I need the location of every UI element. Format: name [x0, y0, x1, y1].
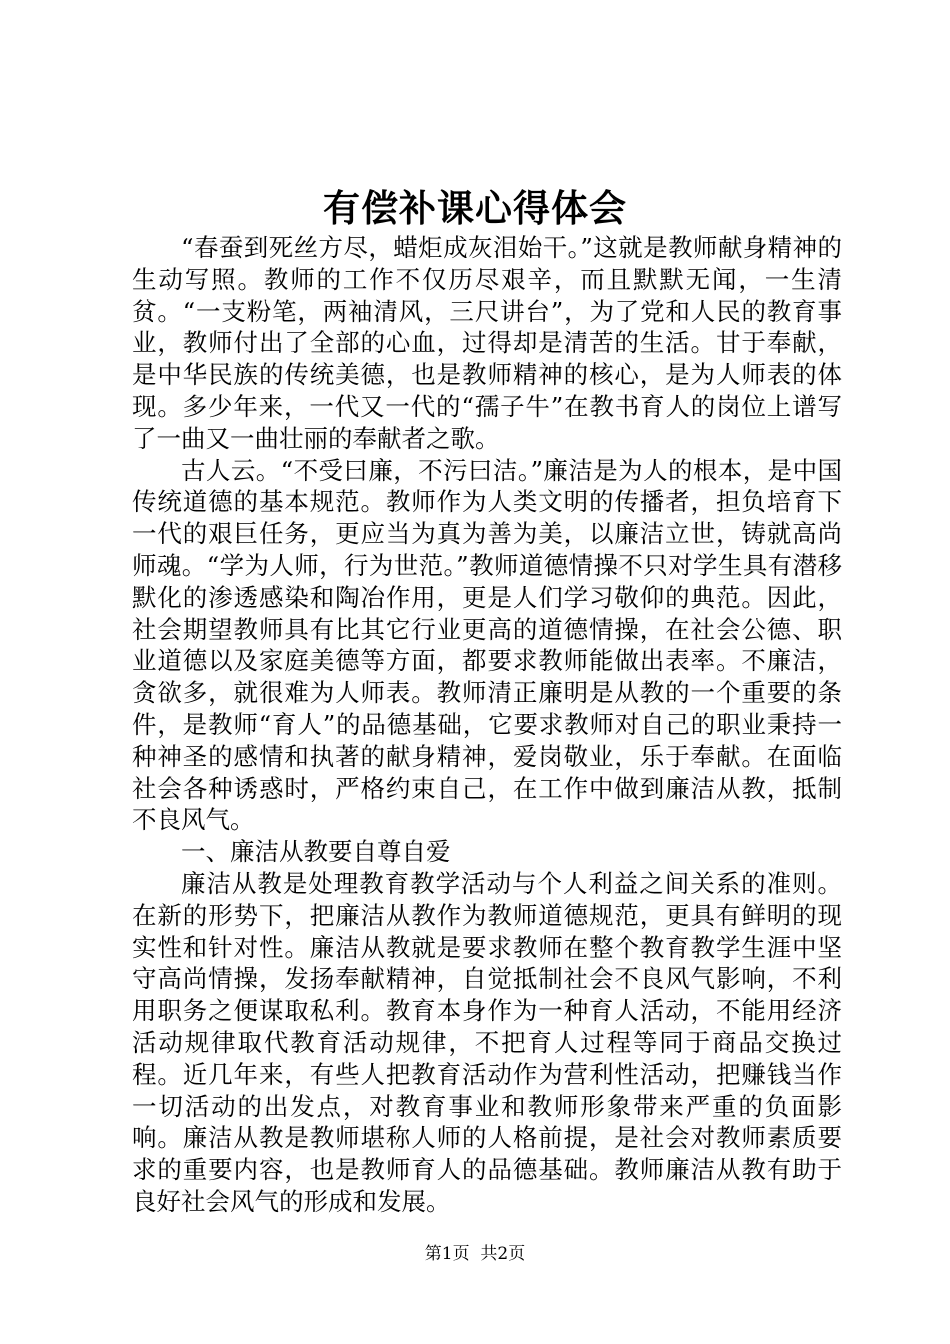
- page-number-current: 第1页: [424, 1244, 470, 1264]
- section-paragraph: 廉洁从教是处理教育教学活动与个人利益之间关系的准则。在新的形势下，把廉洁从教作为教师道德规范，更具有鲜明的现实性和针对性。廉洁从教就是要求教师在整个教育教学生涯中坚守高尚情操，发扬奉献精神，自觉抵制社会不良风气影响，不利用职务之便谋取私利。教育本身作为一种育人活动，不能用经济活动规律取代教育活动规律，不把育人过程等同于商品交换过程。近几年来，有些人把教育活动作为营利性活动，把赚钱当作一切活动的出发点，对教育事业和教师形象带来严重的负面影响。廉洁从教是教师堪称人师的人格前提，是社会对教师素质要求的重要内容，也是教师育人的品德基础。教师廉洁从教有助于良好社会风气的形成和发展。: [132, 868, 842, 1216]
- page-number-total: 共2页: [480, 1244, 526, 1264]
- section-heading: 一、廉洁从教要自尊自爱: [181, 837, 451, 867]
- document-title: 有偿补课心得体会: [323, 186, 627, 230]
- body-paragraph-1: “春蚕到死丝方尽，蜡炬成灰泪始干。”这就是教师献身精神的生动写照。教师的工作不仅历尽艰辛，而且默默无闻，一生清贫。“一支粉笔，两袖清风，三尺讲台”，为了党和人民的教育事业，教师付出了全部的心血，过得却是清苦的生活。甘于奉献，是中华民族的传统美德，也是教师精神的核心，是为人师表的体现。多少年来，一代又一代的“孺子牛”在教书育人的岗位上谱写了一曲又一曲壮丽的奉献者之歌。: [132, 233, 842, 453]
- document-body: [132, 232, 842, 1218]
- page-footer: [0, 1243, 950, 1265]
- body-paragraph-2: 古人云。“不受曰廉，不污曰洁。”廉洁是为人的根本，是中国传统道德的基本规范。教师作为人类文明的传播者，担负培育下一代的艰巨任务，更应当为真为善为美，以廉洁立世，铸就高尚师魂。“学为人师，行为世范。”教师道德情操不只对学生具有潜移默化的渗透感染和陶冶作用，更是人们学习敬仰的典范。因此，社会期望教师具有比其它行业更高的道德情操，在社会公德、职业道德以及家庭美德等方面，都要求教师能做出表率。不廉洁，贪欲多，就很难为人师表。教师清正廉明是从教的一个重要的条件，是教师“育人”的品德基础，它要求教师对自己的职业秉持一种神圣的感情和执著的献身精神，爱岗敬业，乐于奉献。在面临社会各种诱惑时，严格约束自己，在工作中做到廉洁从教，抵制不良风气。: [132, 455, 842, 835]
